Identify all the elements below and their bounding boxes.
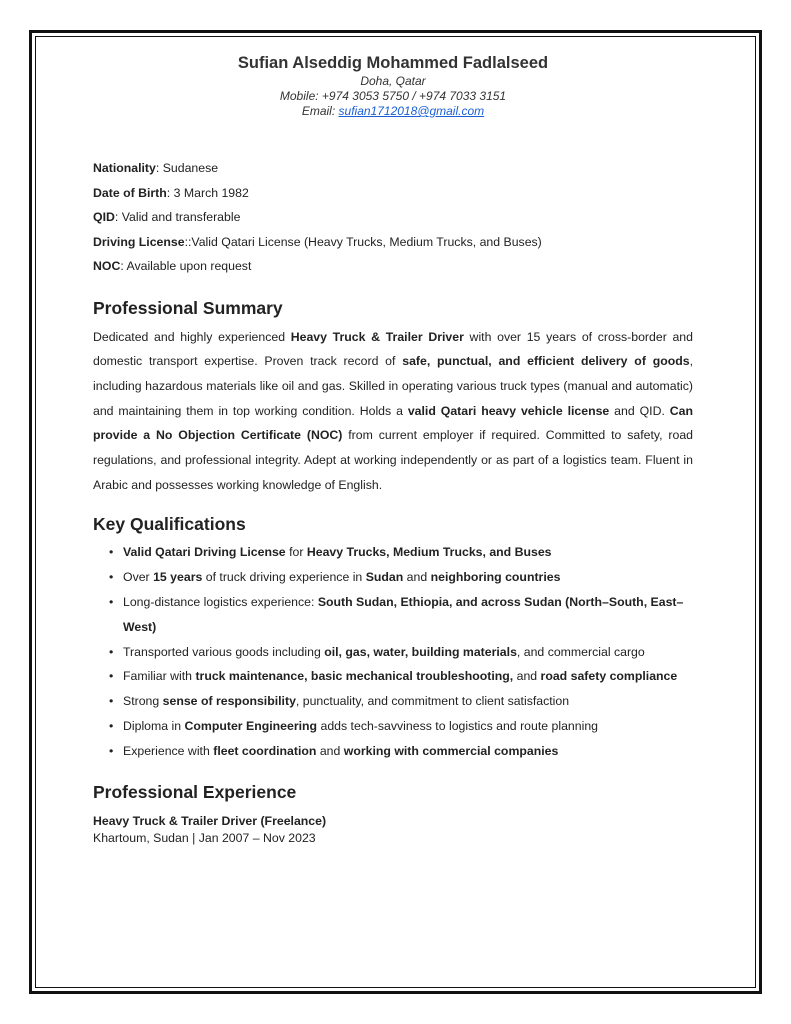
item-text: and — [316, 743, 344, 758]
qualifications-list — [93, 540, 693, 763]
resume-header — [93, 52, 693, 119]
qid-label: QID — [93, 210, 115, 224]
item-text: Familiar with — [123, 669, 196, 684]
summary-bold: valid Qatari heavy vehicle license — [407, 403, 610, 418]
mobile-line — [93, 89, 693, 104]
summary-paragraph — [93, 325, 693, 498]
item-text: Diploma in — [123, 719, 185, 733]
item-text: Experience with — [123, 743, 214, 758]
email-label: Email: — [301, 104, 339, 118]
summary-text: and QID. — [609, 403, 670, 418]
qid-row — [93, 205, 693, 230]
job-title: Heavy Truck & Trailer Driver (Freelance) — [93, 813, 327, 828]
email-line — [93, 104, 693, 119]
personal-info — [93, 156, 693, 279]
item-bold: Computer Engineering — [184, 719, 318, 733]
noc-row — [93, 254, 693, 279]
list-item — [109, 540, 693, 565]
mobile-numbers: +974 3053 5750 / +974 7033 3151 — [321, 89, 507, 103]
summary-text: from current employer if required. Committed to safety, road regulations, and professional integrity. Adept at working independently or as part of a logistics team. Fluent in Arabic and possesses working knowledge of English. — [93, 428, 694, 492]
item-bold: neighboring countries — [430, 570, 561, 585]
qualifications-heading: Key Qualifications — [93, 514, 246, 535]
list-item — [109, 689, 693, 714]
list-item — [109, 590, 693, 640]
item-bold: fleet coordination — [213, 743, 317, 758]
qid-value: : Valid and transferable — [114, 210, 241, 224]
summary-heading: Professional Summary — [93, 297, 283, 318]
nationality-label: Nationality — [93, 161, 156, 175]
summary-bold: safe, punctual, and efficient delivery of goods — [402, 354, 690, 369]
mobile-label: Mobile: — [279, 89, 322, 103]
item-text: Long-distance logistics experience: — [123, 595, 318, 610]
item-text: and — [513, 669, 541, 684]
item-text: Strong — [123, 694, 163, 709]
summary-bold: Can provide a No Objection Certificate (NOC) — [93, 403, 694, 443]
list-item — [109, 565, 693, 590]
license-value: ::Valid Qatari License (Heavy Trucks, Medium Trucks, and Buses) — [184, 234, 542, 249]
item-bold: oil, gas, water, building materials — [324, 644, 517, 659]
item-bold: Valid Qatari Driving License — [123, 545, 286, 560]
list-item — [109, 640, 693, 665]
noc-value: : Available upon request — [120, 259, 252, 273]
license-label: Driving License — [93, 234, 185, 249]
summary-bold: Heavy Truck & Trailer Driver — [290, 329, 464, 344]
list-item — [109, 714, 693, 739]
item-bold: truck maintenance, basic mechanical troubleshooting, — [195, 669, 514, 684]
license-row — [93, 230, 693, 255]
list-item — [109, 664, 693, 689]
item-bold: sense of responsibility — [162, 694, 296, 709]
resume-page — [93, 52, 693, 847]
item-text: and — [403, 570, 431, 585]
nationality-row — [93, 156, 693, 181]
nationality-value: : Sudanese — [155, 161, 219, 175]
item-text: for — [285, 545, 307, 560]
dob-label: Date of Birth — [93, 185, 167, 200]
summary-text: with over 15 years of cross-border and domestic transport expertise. Proven track record of — [93, 329, 693, 369]
item-bold: South Sudan, Ethiopia, and across Sudan (North–South, East–West) — [123, 595, 684, 634]
item-text: , and commercial cargo — [516, 644, 645, 659]
item-bold: road safety compliance — [540, 669, 678, 684]
item-text: Transported various goods including — [123, 644, 325, 659]
item-text: , punctuality, and commitment to client satisfaction — [295, 694, 570, 709]
dob-row — [93, 181, 693, 206]
item-text: of truck driving experience in — [202, 570, 366, 585]
email-link[interactable]: sufian1712018@gmail.com — [338, 104, 485, 118]
job-meta: Khartoum, Sudan | Jan 2007 – Nov 2023 — [93, 830, 316, 845]
candidate-name: Sufian Alseddig Mohammed Fadlalseed — [237, 54, 549, 72]
item-text: Over — [123, 570, 154, 585]
item-bold: 15 years — [153, 570, 203, 585]
location: Doha, Qatar — [360, 74, 426, 88]
item-bold: Sudan — [365, 570, 404, 585]
list-item — [109, 739, 693, 764]
dob-value: : 3 March 1982 — [166, 185, 249, 200]
item-bold: Heavy Trucks, Medium Trucks, and Buses — [306, 545, 552, 560]
item-text: adds tech-savviness to logistics and route planning — [317, 719, 599, 733]
item-bold: working with commercial companies — [343, 743, 559, 758]
noc-label: NOC — [93, 259, 121, 273]
summary-text: , including hazardous materials like oil and gas. Skilled in operating various truck types (manual and automatic) and maintaining them in top working condition. Holds a — [93, 354, 693, 418]
summary-text: Dedicated and highly experienced — [93, 329, 291, 344]
experience-heading: Professional Experience — [93, 781, 297, 802]
